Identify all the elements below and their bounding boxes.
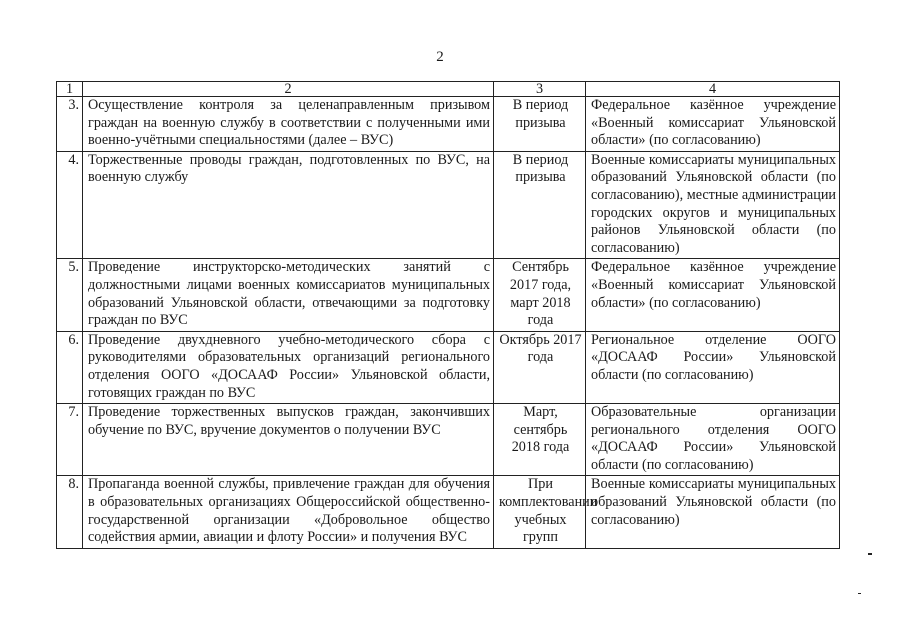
responsible-organization: Региональное отделение ООГО «ДОСААФ России» Ульяновской области (по согласованию) — [586, 331, 840, 403]
header-cell-number: 1 — [57, 82, 83, 97]
event-term: Октябрь 2017 года — [494, 331, 586, 403]
event-description: Торжественные проводы граждан, подготовленных по ВУС, на военную службу — [83, 151, 494, 259]
responsible-organization: Федеральное казённое учреждение «Военный комиссариат Ульяновской области» (по согласованию) — [586, 97, 840, 152]
event-description: Осуществление контроля за целенаправленным призывом граждан на военную службу в соответствии с полученными ими военно-учётными специальностями (далее – ВУС) — [83, 97, 494, 152]
table-row — [57, 404, 840, 476]
row-number: 5. — [57, 259, 83, 331]
table-row — [57, 331, 840, 403]
row-number: 4. — [57, 151, 83, 259]
event-term: Сентябрь 2017 года, март 2018 года — [494, 259, 586, 331]
events-table — [56, 81, 840, 549]
scan-speck — [868, 553, 872, 555]
responsible-organization: Военные комиссариаты муниципальных образований Ульяновской области (по согласованию) — [586, 476, 840, 548]
row-number: 3. — [57, 97, 83, 152]
row-number: 6. — [57, 331, 83, 403]
scan-speck — [858, 593, 861, 594]
row-number: 7. — [57, 404, 83, 476]
table-row — [57, 97, 840, 152]
table-header-row — [57, 82, 840, 97]
responsible-organization: Военные комиссариаты муниципальных образований Ульяновской области (по согласованию), местные администрации городских округов и муниципальных районов Ульяновской области (по согласованию) — [586, 151, 840, 259]
page-number: 2 — [436, 49, 444, 65]
event-description: Проведение инструкторско-методических занятий с должностными лицами военных комиссариатов муниципальных образований Ульяновской области, отвечающими за подготовку граждан по ВУС — [83, 259, 494, 331]
table-row — [57, 476, 840, 548]
event-description: Проведение двухдневного учебно-методического сбора с руководителями образовательных организаций регионального отделения ООГО «ДОСААФ России» Ульяновской области, готовящих граждан по ВУС — [83, 331, 494, 403]
header-cell-event: 2 — [83, 82, 494, 97]
responsible-organization: Образовательные организации регионального отделения ООГО «ДОСААФ России» Ульяновской области (по согласованию) — [586, 404, 840, 476]
responsible-organization: Федеральное казённое учреждение «Военный комиссариат Ульяновской области» (по согласованию) — [586, 259, 840, 331]
row-number: 8. — [57, 476, 83, 548]
header-cell-term: 3 — [494, 82, 586, 97]
header-cell-organization: 4 — [586, 82, 840, 97]
event-description: Проведение торжественных выпусков граждан, закончивших обучение по ВУС, вручение документов о получении ВУС — [83, 404, 494, 476]
table-row — [57, 151, 840, 259]
event-term: В период призыва — [494, 97, 586, 152]
event-term: Март, сентябрь 2018 года — [494, 404, 586, 476]
event-term: При комплектовании учебных групп — [494, 476, 586, 548]
event-term: В период призыва — [494, 151, 586, 259]
table-row — [57, 259, 840, 331]
event-description: Пропаганда военной службы, привлечение граждан для обучения в образовательных организациях Общероссийской общественно-государственной организации «Добровольное общество содействия армии, авиации и флоту России» и получения ВУС — [83, 476, 494, 548]
